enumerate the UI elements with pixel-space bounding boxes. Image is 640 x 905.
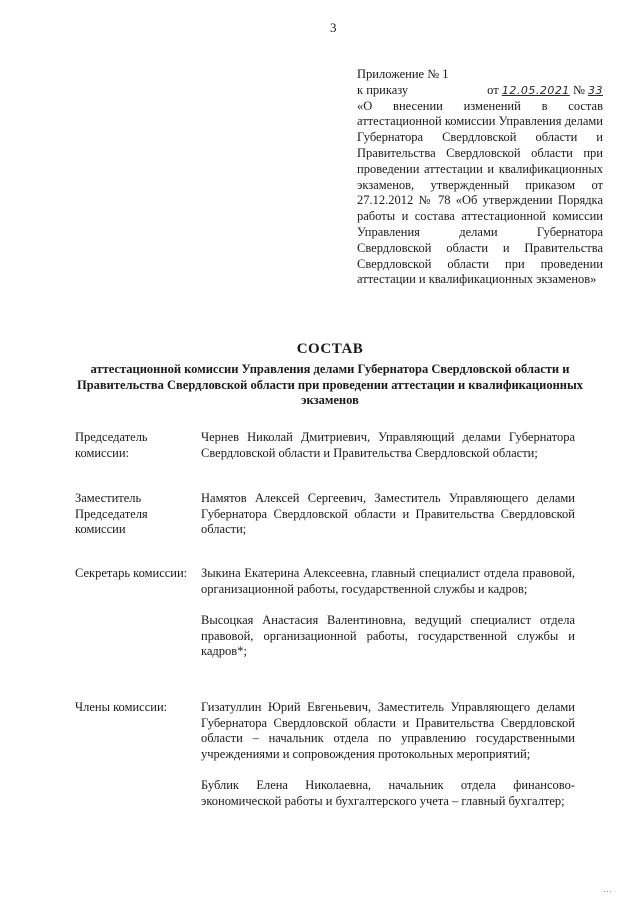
member-entry: Бублик Елена Николаевна, начальник отдела финансово-экономической работы и бухгалтерского учета – главный бухгалтер;	[201, 778, 575, 808]
role-label: Председатель комиссии:	[75, 430, 148, 460]
member-entry: Чернев Николай Дмитриевич, Управляющий делами Губернатора Свердловской области и Правительства Свердловской области;	[201, 430, 575, 460]
heading-subtitle: аттестационной комиссии Управления делами Губернатора Свердловской области и Правительства Свердловской области при проведении аттестации и квалификационных экзаменов	[77, 362, 583, 407]
role-label: Заместитель Председателя комиссии	[75, 491, 148, 536]
member-entry: Зыкина Екатерина Алексеевна, главный специалист отдела правовой, организационной работы, государственной службы и кадров;	[201, 566, 575, 596]
order-prefix: к приказу	[357, 82, 409, 97]
order-date: 12.05.2021	[501, 83, 570, 97]
scan-artifact-icon: ⋯	[603, 886, 614, 896]
order-reference-line	[357, 83, 603, 99]
role-label: Секретарь комиссии:	[75, 566, 188, 580]
member-entry: Высоцкая Анастасия Валентиновна, ведущий специалист отдела правовой, организационной работы, государственной службы и кадров*;	[201, 613, 575, 658]
deputy-chairman-row	[75, 491, 575, 538]
composition-heading	[70, 341, 590, 409]
member-entry: Намятов Алексей Сергеевич, Заместитель Управляющего делами Губернатора Свердловской области и Правительства Свердловской области;	[201, 491, 575, 536]
heading-title: СОСТАВ	[296, 341, 364, 357]
secretary-row	[75, 566, 575, 660]
order-number: 33	[588, 83, 603, 97]
role-label: Члены комиссии:	[75, 700, 168, 714]
members-row	[75, 700, 575, 809]
appendix-header	[357, 67, 603, 288]
order-number-prefix: №	[572, 82, 585, 97]
chairman-row	[75, 430, 575, 461]
member-entry: Гизатуллин Юрий Евгеньевич, Заместитель Управляющего делами Губернатора Свердловской области и Правительства Свердловской области – начальник отдела по управлению государственными учреждениями и сопровождения протокольных мероприятий;	[201, 700, 575, 761]
order-date-prefix: от	[487, 82, 499, 97]
order-subject: «О внесении изменений в состав аттестационной комиссии Управления делами Губернатора Свердловской области и Правительства Свердловской области при проведении аттестации и квалификационных экзаменов, утвержденный приказом от 27.12.2012 № 78 «Об утверждении Порядка работы и состава аттестационной комиссии Управления делами Губернатора Свердловской области и Правительства Свердловской области при проведении аттестации и квалификационных экзаменов»	[357, 98, 603, 287]
page-number: 3	[330, 20, 337, 35]
appendix-title: Приложение № 1	[357, 67, 449, 81]
